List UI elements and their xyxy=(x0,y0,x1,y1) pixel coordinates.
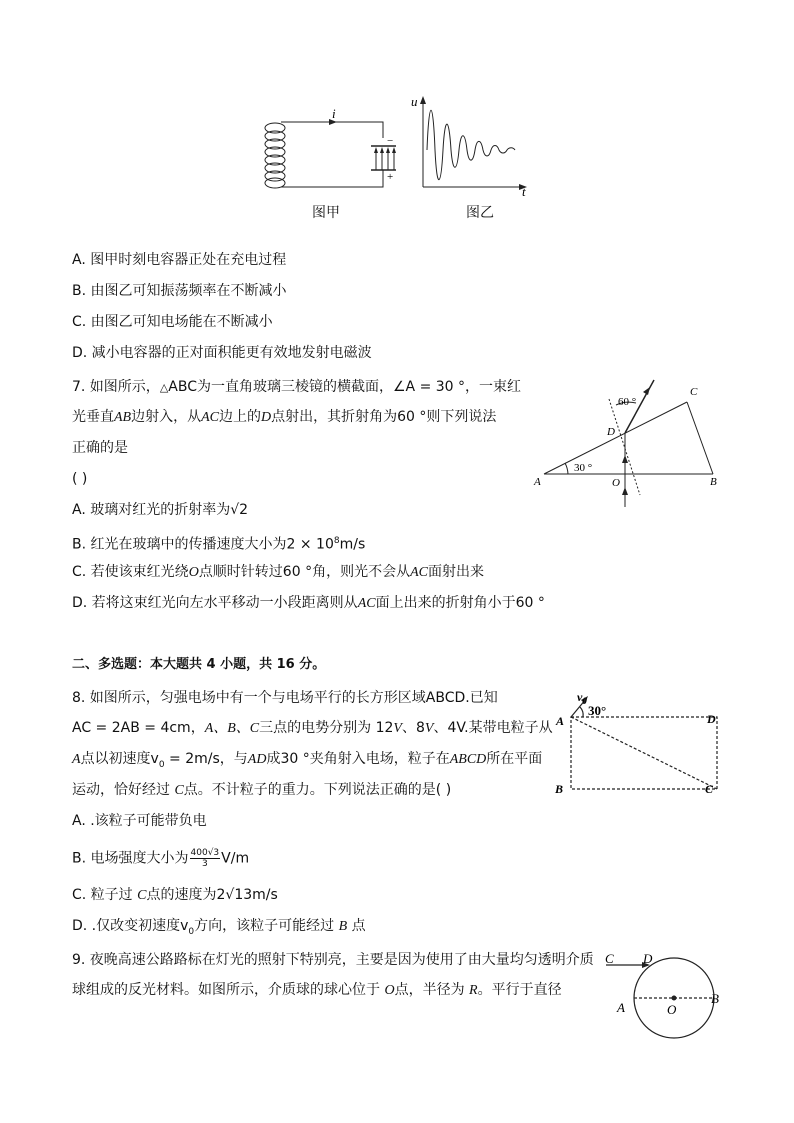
point-b-label: B xyxy=(711,991,719,1006)
point-d-label: D xyxy=(707,712,716,726)
q8-option-a: A. .该粒子可能带负电 xyxy=(72,813,207,829)
point-b-label: B xyxy=(710,476,717,488)
q7-option-b: B. 红光在玻璃中的传播速度大小为$2 \times 10^8m/s$ xyxy=(72,536,366,553)
u-axis-label: u xyxy=(411,94,418,109)
q8-option-d: D. .仅改变初速度$v_0$方向，该粒子可能经过 B 点 xyxy=(72,918,366,937)
q9-stem-line2: 球组成的反光材料。如图所示，介质球的球心位于 O点，半径为 R。平行于直径 xyxy=(72,982,562,998)
point-d-label: D xyxy=(643,951,653,966)
q9-stem-line1: 9. 夜晚高速公路路标在灯光的照射下特别亮，主要是因为使用了由大量均匀透明介质 xyxy=(72,952,594,968)
caption-left: 图甲 xyxy=(312,205,340,221)
point-a-label: A xyxy=(617,1000,625,1015)
q7-stem-line1: 7. 如图所示，△ABC为一直角玻璃三棱镜的横截面，∠A = 30 °，一束红 xyxy=(72,379,522,395)
point-c-label: C xyxy=(690,386,698,398)
q6-option-b: B. 由图乙可知振荡频率在不断减小 xyxy=(72,283,287,299)
q8-stem-line4: 运动，恰好经过 C点。不计粒子的重力。下列说法正确的是( ) xyxy=(72,782,452,798)
point-o-label: O xyxy=(667,1002,677,1017)
q6-option-a: A. 图甲时刻电容器正处在充电过程 xyxy=(72,252,287,268)
angle-60-label: 60 ° xyxy=(618,396,637,408)
fraction: $\frac{400√3}{3}$ xyxy=(190,848,220,869)
q6-option-c: C. 由图乙可知电场能在不断减小 xyxy=(72,314,273,330)
q7-option-c: C. 若使该束红光绕O点顺时针转过60 °角，则光不会从AC面射出来 xyxy=(72,564,484,580)
sphere-figure xyxy=(600,945,730,1040)
q7-option-d: D. 若将这束红光向左水平移动一小段距离则从AC面上出来的折射角小于60 ° xyxy=(72,595,545,611)
q8-option-b: B. 电场强度大小为 $\frac{400√3}{3}$ V/m xyxy=(72,848,250,869)
q8-stem-line2: AC = 2AB = 4cm，A、B、C三点的电势分别为 12V、8V、4V.某带电粒子从 xyxy=(72,720,553,736)
caption-right: 图乙 xyxy=(466,205,494,221)
q8-option-c: C. 粒子过 C点的速度为2√13m/s xyxy=(72,887,278,903)
v0-label: $v_0$ xyxy=(577,690,587,706)
plus-sign: + xyxy=(387,171,394,183)
point-d-label: D xyxy=(607,426,615,438)
q7-stem-line2: 光垂直AB边射入，从AC边上的D点射出，其折射角为60 °则下列说法 xyxy=(72,409,497,425)
point-a-label: A xyxy=(534,476,541,488)
lc-circuit-figure xyxy=(255,92,545,197)
q6-option-d: D. 减小电容器的正对面积能更有效地发射电磁波 xyxy=(72,345,372,361)
point-c-label: C xyxy=(705,782,714,796)
point-c-label: C xyxy=(605,951,614,966)
triangle-icon: △ xyxy=(159,381,169,394)
rectangle-field-figure xyxy=(550,685,730,800)
section-heading: 二、多选题：本大题共 4 小题，共 16 分。 xyxy=(72,657,326,672)
q7-stem-line3: 正确的是 xyxy=(72,440,128,456)
q8-stem-line3: A点以初速度$v_0 = 2m/s$，与AD成30 °夹角射入电场，粒子在ABCD所在平面 xyxy=(72,751,543,770)
point-b-label: B xyxy=(555,782,564,796)
current-label: i xyxy=(332,106,336,121)
prism-figure xyxy=(530,375,730,510)
minus-sign: − xyxy=(387,135,394,147)
q8-stem-line1: 8. 如图所示，匀强电场中有一个与电场平行的长方形区域ABCD.已知 xyxy=(72,690,498,706)
angle-30-label: 30 ° xyxy=(574,462,593,474)
point-o-label: O xyxy=(612,477,620,489)
angle-30-label: 30° xyxy=(588,703,607,718)
q7-answer-blank: ( ) xyxy=(72,471,88,487)
t-axis-label: t xyxy=(522,184,526,197)
point-a-label: A xyxy=(556,714,565,728)
q7-option-a: A. 玻璃对红光的折射率为√2 xyxy=(72,502,249,518)
